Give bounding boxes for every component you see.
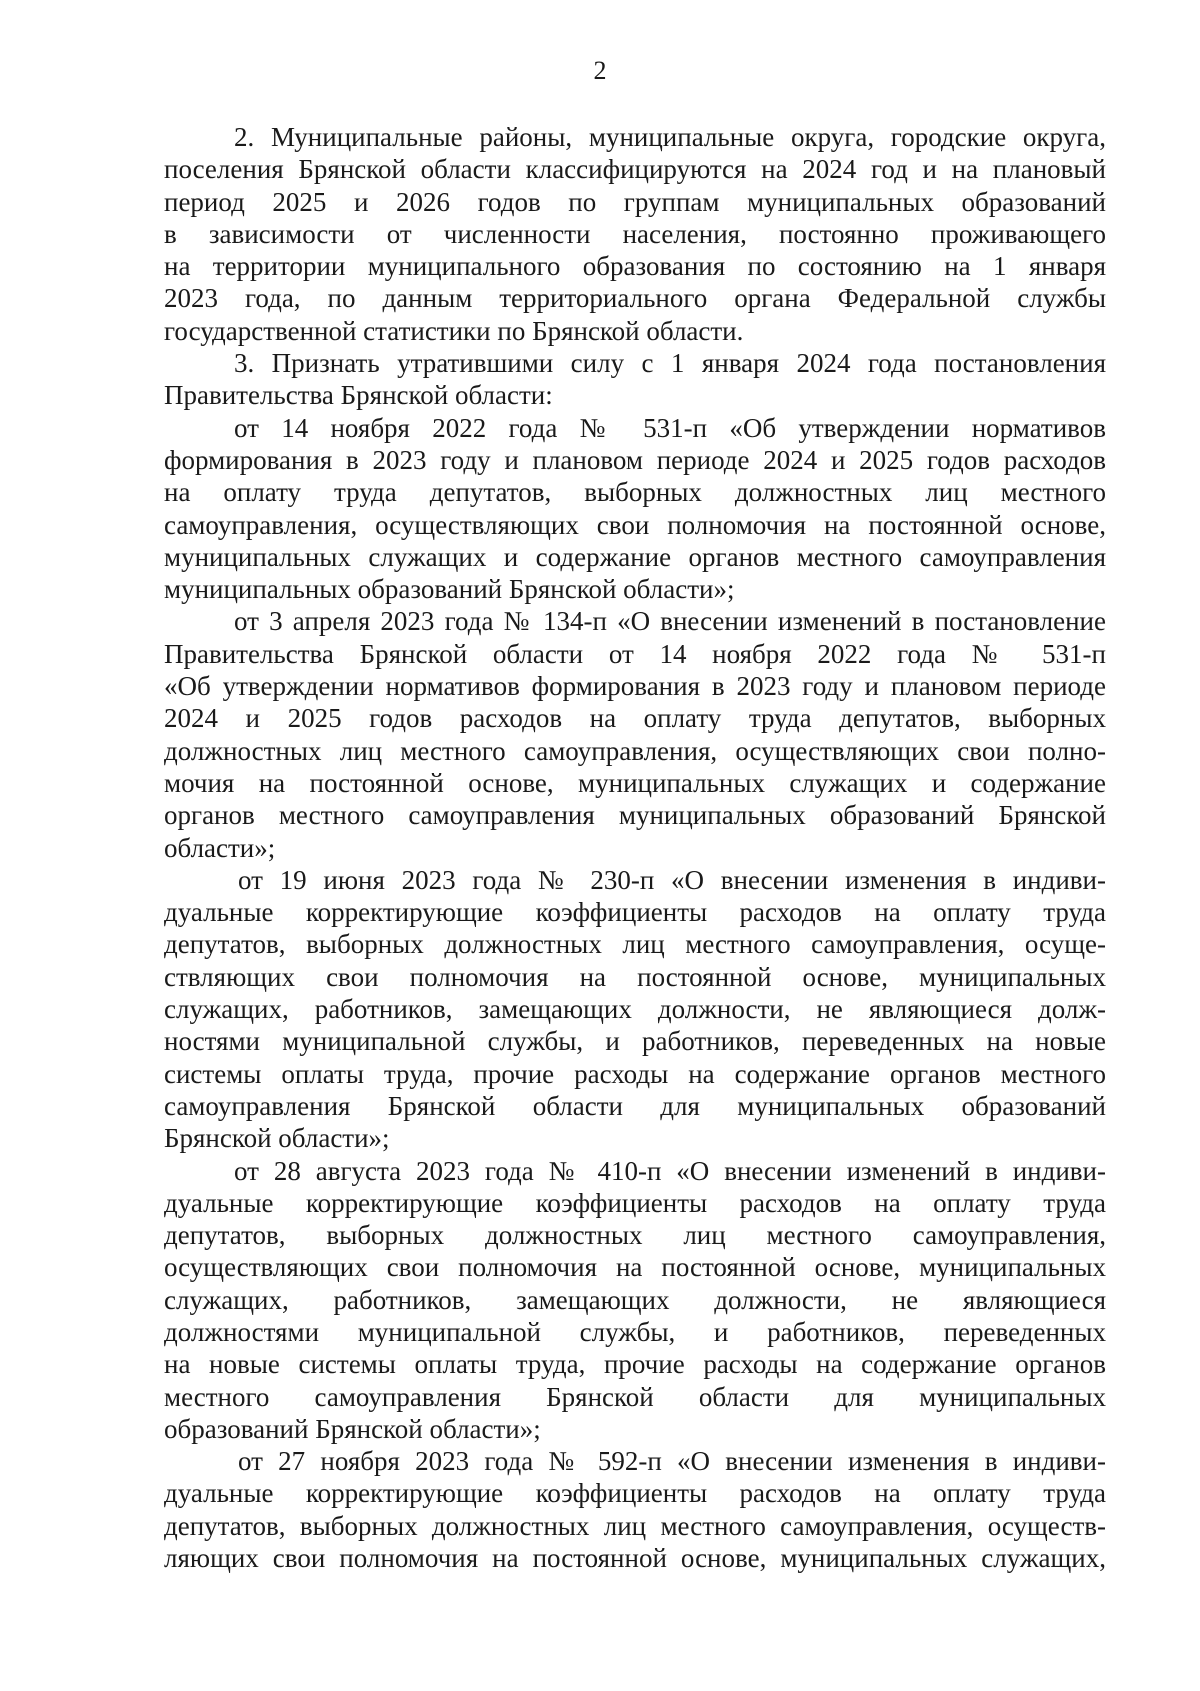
text-line: дуальные корректирующие коэффициенты расходов на оплату труда bbox=[164, 1187, 1106, 1218]
text-line: муниципальных образований Брянской области»; bbox=[164, 574, 735, 605]
text-line: на новые системы оплаты труда, прочие расходы на содержание органов bbox=[164, 1349, 1106, 1380]
text-line: самоуправления, осуществляющих свои полномочия на постоянной основе, bbox=[164, 509, 1106, 540]
text-line: дуальные корректирующие коэффициенты расходов на оплату труда bbox=[164, 897, 1106, 928]
text-line: государственной статистики по Брянской области. bbox=[164, 315, 744, 346]
text-line: системы оплаты труда, прочие расходы на содержание органов местного bbox=[164, 1058, 1106, 1089]
text-line: от 19 июня 2023 года № 230-п «О внесении изменения в индиви- bbox=[238, 864, 1106, 895]
text-line: местного самоуправления Брянской области для муниципальных bbox=[164, 1381, 1106, 1412]
text-line: служащих, работников, замещающих должности, не являющиеся bbox=[164, 1284, 1106, 1315]
text-line: ляющих свои полномочия на постоянной основе, муниципальных служащих, bbox=[164, 1543, 1106, 1574]
text-line: на оплату труда депутатов, выборных должностных лиц местного bbox=[164, 477, 1106, 508]
text-line: области»; bbox=[164, 832, 276, 863]
text-line: 2024 и 2025 годов расходов на оплату труда депутатов, выборных bbox=[164, 703, 1106, 734]
text-line: депутатов, выборных должностных лиц местного самоуправления, осуще- bbox=[164, 929, 1106, 960]
text-line: должностями муниципальной службы, и работников, переведенных bbox=[164, 1316, 1106, 1347]
text-line: от 27 ноября 2023 года № 592-п «О внесении изменения в индиви- bbox=[238, 1446, 1106, 1477]
text-line: поселения Брянской области классифицируются на 2024 год и на плановый bbox=[164, 154, 1106, 185]
text-line: формирования в 2023 году и плановом периоде 2024 и 2025 годов расходов bbox=[164, 444, 1106, 475]
text-line: образований Брянской области»; bbox=[164, 1413, 541, 1444]
text-line: «Об утверждении нормативов формирования в 2023 году и плановом периоде bbox=[164, 671, 1106, 702]
text-line: 2. Муниципальные районы, муниципальные округа, городские округа, bbox=[234, 122, 1106, 152]
page-number: 2 bbox=[593, 56, 607, 85]
text-line: депутатов, выборных должностных лиц местного самоуправления, осуществ- bbox=[164, 1510, 1106, 1541]
text-line: от 14 ноября 2022 года № 531-п «Об утверждении нормативов bbox=[234, 412, 1106, 443]
text-line: органов местного самоуправления муниципальных образований Брянской bbox=[164, 800, 1106, 831]
text-line: в зависимости от численности населения, постоянно проживающего bbox=[164, 218, 1106, 249]
text-line: осуществляющих свои полномочия на постоянной основе, муниципальных bbox=[164, 1252, 1106, 1283]
text-line: 2023 года, по данным территориального органа Федеральной службы bbox=[164, 283, 1106, 314]
text-line: ностями муниципальной службы, и работников, переведенных на новые bbox=[164, 1026, 1106, 1057]
text-line: период 2025 и 2026 годов по группам муниципальных образований bbox=[164, 186, 1106, 217]
text-line: дуальные корректирующие коэффициенты расходов на оплату труда bbox=[164, 1478, 1106, 1509]
text-line: от 3 апреля 2023 года № 134-п «О внесении изменений в постановление bbox=[234, 606, 1106, 637]
text-line: служащих, работников, замещающих должности, не являющиеся долж- bbox=[164, 994, 1106, 1025]
text-line: ствляющих свои полномочия на постоянной основе, муниципальных bbox=[164, 961, 1106, 992]
text-line: депутатов, выборных должностных лиц местного самоуправления, bbox=[164, 1220, 1106, 1251]
text-line: муниципальных служащих и содержание органов местного самоуправления bbox=[164, 541, 1106, 572]
text-line: должностных лиц местного самоуправления, осуществляющих свои полно- bbox=[164, 735, 1106, 766]
text-line: Правительства Брянской области от 14 ноября 2022 года № 531-п bbox=[164, 638, 1106, 669]
text-line: на территории муниципального образования по состоянию на 1 января bbox=[164, 251, 1106, 282]
text-line: Правительства Брянской области: bbox=[164, 380, 553, 411]
text-line: мочия на постоянной основе, муниципальных служащих и содержание bbox=[164, 767, 1106, 798]
text-line: от 28 августа 2023 года № 410-п «О внесении изменений в индиви- bbox=[234, 1155, 1106, 1186]
text-line: самоуправления Брянской области для муниципальных образований bbox=[164, 1090, 1106, 1121]
text-line: 3. Признать утратившими силу с 1 января 2024 года постановления bbox=[234, 348, 1106, 379]
document-body bbox=[164, 121, 1106, 1574]
text-line: Брянской области»; bbox=[164, 1123, 390, 1154]
